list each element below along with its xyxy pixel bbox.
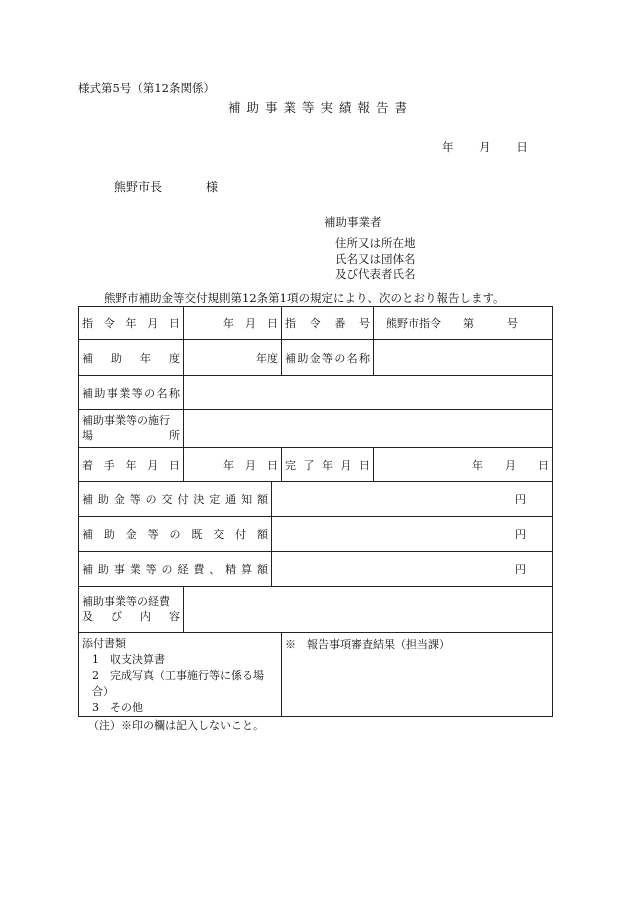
report-table xyxy=(78,306,553,717)
expense-detail-label xyxy=(79,587,184,633)
start-date-label: 着手年月日 xyxy=(79,448,184,482)
fiscal-year-value[interactable]: 年度 xyxy=(184,340,282,376)
table-row xyxy=(79,340,553,376)
project-site-value[interactable] xyxy=(184,410,553,448)
applicant-rep-label: 及び代表者氏名 xyxy=(335,267,416,281)
applicant-heading: 補助事業者 xyxy=(324,215,382,229)
footnote: （注）※印の欄は記入しないこと。 xyxy=(88,719,264,732)
addressee xyxy=(114,178,218,195)
review-result-cell xyxy=(282,633,553,717)
start-date-value[interactable]: 年 月 日 xyxy=(184,448,282,482)
table-row xyxy=(79,482,553,517)
grant-notice-label: 補助金等の交付決定通知額 xyxy=(79,482,272,517)
grant-notice-value[interactable]: 円 xyxy=(272,482,553,517)
directive-date-value[interactable]: 年 月 日 xyxy=(184,307,282,340)
table-row xyxy=(79,448,553,482)
project-site-label-line1: 補助事業等の施行 xyxy=(82,414,170,428)
expense-label: 補助事業等の経費、精算額 xyxy=(79,552,272,587)
table-row xyxy=(79,376,553,410)
directive-number-value[interactable]: 熊野市指令 第 号 xyxy=(374,307,553,340)
attachment-item-2: 2 完成写真（工事施行等に係る場合） xyxy=(92,668,264,698)
table-row xyxy=(79,587,553,633)
honorific: 様 xyxy=(206,180,219,194)
directive-date-label: 指令年月日 xyxy=(79,307,184,340)
project-name-label: 補助事業等の名称 xyxy=(79,376,184,410)
applicant-name-label: 氏名又は団体名 xyxy=(335,252,416,266)
table-row xyxy=(79,517,553,552)
end-date-label: 完了年月日 xyxy=(282,448,374,482)
end-date-value[interactable]: 年 月 日 xyxy=(374,448,553,482)
expense-detail-label-line1: 補助事業等の経費 xyxy=(82,594,170,608)
attachments-heading: 添付書類 xyxy=(82,637,126,650)
report-date xyxy=(442,139,528,155)
intro-text: 熊野市補助金等交付規則第12条第1項の規定により、次のとおり報告します。 xyxy=(104,291,505,305)
expense-detail-label-line2: 及び内容 xyxy=(82,609,180,623)
table-row xyxy=(79,307,553,340)
attachment-item-1: 1 収支決算書 xyxy=(92,652,165,666)
review-result-label: ※ 報告事項審査結果（担当課） xyxy=(285,638,450,651)
expense-detail-value[interactable] xyxy=(184,587,553,633)
table-row xyxy=(79,410,553,448)
table-row xyxy=(79,552,553,587)
subsidy-name-value[interactable] xyxy=(374,340,553,376)
fiscal-year-label: 補助年度 xyxy=(79,340,184,376)
addressee-name: 熊野市長 xyxy=(114,180,163,194)
date-year: 年 xyxy=(442,140,454,154)
attachments-cell xyxy=(79,633,282,717)
form-number: 様式第5号（第12条関係） xyxy=(78,81,215,95)
applicant-address-label: 住所又は所在地 xyxy=(335,236,416,250)
date-day: 日 xyxy=(516,140,528,154)
project-name-value[interactable] xyxy=(184,376,553,410)
project-site-label xyxy=(79,410,184,448)
table-row xyxy=(79,633,553,717)
expense-value[interactable]: 円 xyxy=(272,552,553,587)
directive-number-label: 指令番号 xyxy=(282,307,374,340)
attachment-item-3: 3 その他 xyxy=(92,700,143,714)
document-title: 補助事業等実績報告書 xyxy=(228,100,414,115)
project-site-label-line2: 場所 xyxy=(82,428,180,442)
date-month: 月 xyxy=(479,140,491,154)
already-paid-value[interactable]: 円 xyxy=(272,517,553,552)
already-paid-label: 補助金等の既交付額 xyxy=(79,517,272,552)
subsidy-name-label: 補助金等の名称 xyxy=(282,340,374,376)
